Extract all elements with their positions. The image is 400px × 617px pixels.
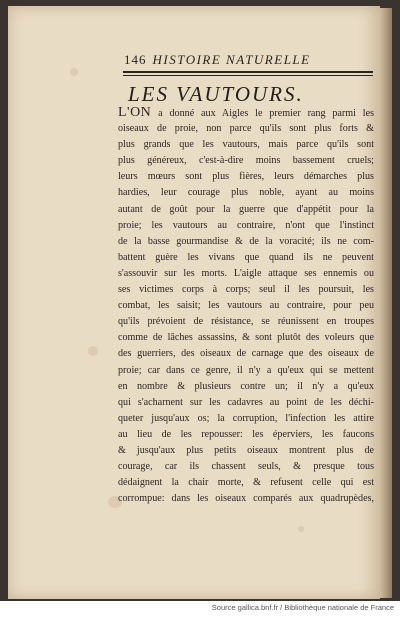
running-title: HISTOIRE NATURELLE	[152, 52, 311, 67]
text-line: qu'ils prévoient de résistance, se réunissent en troupes	[118, 316, 374, 328]
text-line: de la basse gourmandise & de la voracité; ils ne com-	[118, 235, 374, 247]
source-credit: Source gallica.bnf.fr / Bibliothèque nationale de France	[211, 603, 394, 612]
page-number: 146	[124, 52, 147, 67]
text-line: leurs mœurs sont plus fières, leurs démarches plus	[118, 171, 374, 183]
body-text	[118, 105, 374, 507]
text-line: oiseaux de proie, non parce qu'ils sont plus forts &	[118, 123, 374, 135]
running-header	[124, 52, 374, 68]
page-stain	[70, 68, 78, 76]
text-line: L'ON a donné aux Aigles le premier rang parmi les	[118, 105, 374, 120]
page-stain	[298, 526, 304, 532]
text-line: hardies, leur courage plus noble, ayant au moins	[118, 187, 374, 199]
text-line: proie; car dans ce genre, il n'y a qu'eux qui se mettent	[118, 364, 374, 376]
chapter-title: LES VAUTOURS.	[128, 82, 304, 106]
text-line: plus grands que les vautours, mais parce qu'ils sont	[118, 139, 374, 151]
text-line: autant de goût pour la guerre que d'appétit pour la	[118, 203, 374, 215]
text-line: qui s'acharnent sur les cadavres au point de les déchi-	[118, 396, 374, 408]
header-rule-thick	[123, 71, 373, 73]
header-rule-thin	[123, 75, 373, 76]
text-line: corrompue: dans les oiseaux comparés aux quadrupèdes,	[118, 493, 374, 505]
text-line: en nombre & plusieurs contre un; il n'y a qu'eux	[118, 380, 374, 392]
text-line: des guerriers, des oiseaux de carnage que des oiseaux de	[118, 348, 374, 360]
text-line: ses victimes corps à corps; seul il les poursuit, les	[118, 284, 374, 296]
source-footer	[0, 601, 400, 617]
page-edge	[380, 8, 392, 598]
text-line: courage, car ils chassent seuls, & presque tous	[118, 461, 374, 473]
text-line: plus généreux, c'est-à-dire moins bassement cruels;	[118, 155, 374, 167]
text-line: battent guère les vivans que quand ils ne peuvent	[118, 251, 374, 263]
text-line: proie; les vautours au contraire, n'ont que l'instinct	[118, 219, 374, 231]
text-line: au lieu de les repousser: les éperviers, les faucons	[118, 428, 374, 440]
page-stain	[88, 346, 98, 356]
text-line: dédaignent la chair morte, & refusent celle qui est	[118, 477, 374, 489]
text-line: queter jusqu'aux os; la corruption, l'infection les attire	[118, 412, 374, 424]
text-line: comme de lâches assassins, & sont plutôt des voleurs que	[118, 332, 374, 344]
text-line: s'assouvir sur les morts. L'aigle attaque ses ennemis ou	[118, 267, 374, 279]
text-line: combat, les saisit; les vautours au contraire, pour peu	[118, 300, 374, 312]
drop-initial: L'ON	[118, 105, 152, 120]
text-line: & jusqu'aux plus petits oiseaux montrent plus de	[118, 444, 374, 456]
